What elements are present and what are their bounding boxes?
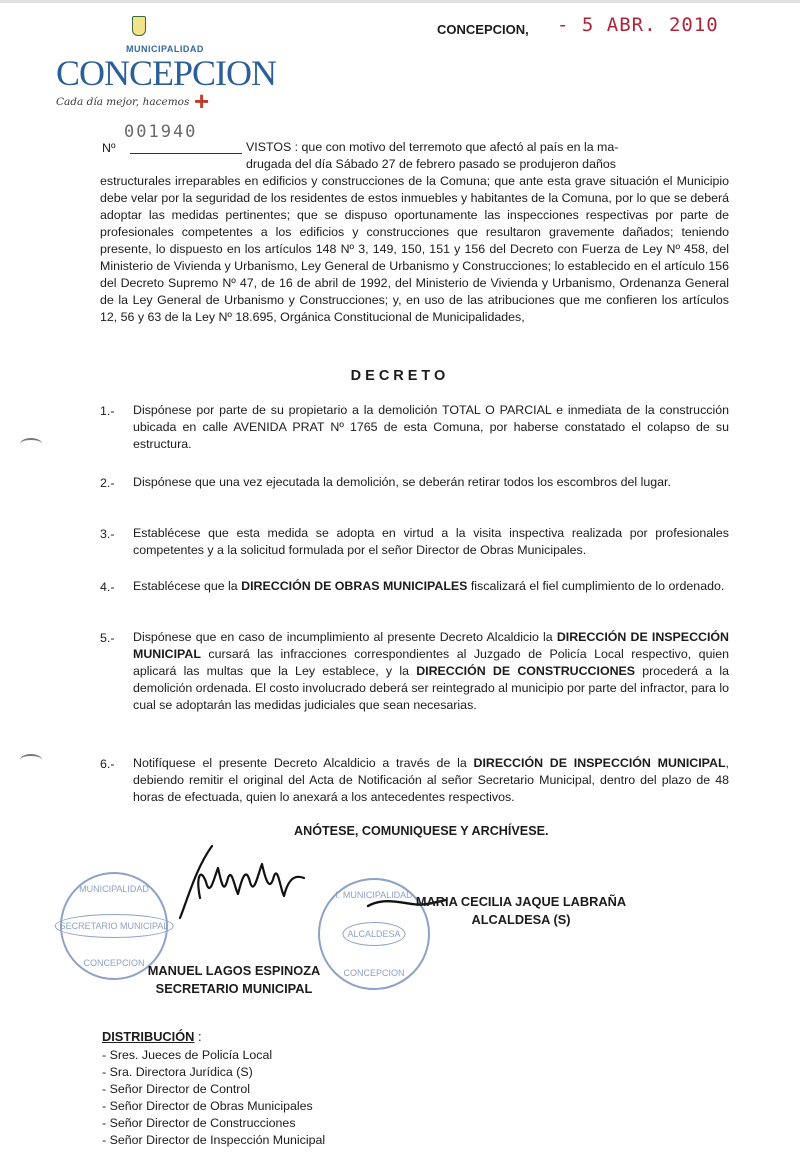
item-text: cursará las infracciones correspondientes al Juzgado de Policía Local respectivo, quien aplicará las multas que la Ley establece, y la <box>133 647 729 678</box>
decree-number-stamp: 001940 <box>124 122 198 142</box>
decree-item-5 <box>133 629 729 714</box>
decree-item-3 <box>133 525 729 559</box>
distribution-colon: : <box>194 1029 202 1044</box>
distribution-item: - Señor Director de Inspección Municipal <box>102 1133 326 1147</box>
distribution-item: - Señor Director de Construcciones <box>102 1116 296 1130</box>
item-text: Dispónese que en caso de incumplimiento al presente Decreto Alcaldicio la <box>133 630 557 644</box>
vistos-body: estructurales irreparables en edificios y construcciones de la Comuna; que ante esta grave situación el Municipio debe velar por la seguridad de los residentes de estos inmuebles y habitantes de la Comuna, por lo que se deberá adoptar las medidas pertinentes; que se dispuso oportunamente las inspecciones respectivas por parte de profesionales competentes a los edificios y construcciones que resultaron gravemente dañados; teniendo presente, lo dispuesto en los artículos 148 Nº 3, 149, 150, 151 y 156 del Decreto con Fuerza de Ley Nº 458, del Ministerio de Vivienda y Urbanismo, Ley General de Urbanismo y Construcciones; lo establecido en el artículo 156 del Decreto Supremo Nº 47, de 16 de abril de 1992, del Ministerio de Vivienda y Urbanismo, Ordenanza General de la Ley General de Urbanismo y Construcciones; y, en uso de las atribuciones que me confieren los artículos 12, 56 y 63 de la Ley Nº 18.695, Orgánica Constitucional de Municipalidades, <box>100 174 729 324</box>
closing-formula: ANÓTESE, COMUNIQUESE Y ARCHÍVESE. <box>294 824 549 838</box>
decree-item-2 <box>133 474 729 491</box>
item-text: , debiendo remitir el original del Acta de Notificación al señor Secretario Municipal, dentro del plazo de 48 horas de efectuada, quien lo anexará a los antecedentes respectivos. <box>133 756 729 804</box>
coat-of-arms-icon <box>132 16 146 36</box>
item-text-bold: DIRECCIÓN DE CONSTRUCCIONES <box>416 664 636 678</box>
punch-mark <box>20 438 42 450</box>
secretary-signature-block <box>120 962 348 998</box>
decree-item-6 <box>133 755 729 806</box>
item-text: Dispónese por parte de su propietario a la demolición TOTAL O PARCIAL e inmediata de la construcción ubicada en calle AVENIDA PRAT Nº 1765 de esta Comuna, por haberse constatado el colapso de su estructura. <box>133 403 729 451</box>
logo-name: CONCEPCION <box>56 53 277 93</box>
date-stamp: - 5 ABR. 2010 <box>557 14 719 36</box>
distribution-item: - Señor Director de Control <box>102 1082 251 1096</box>
decree-number-label: Nº <box>102 141 116 155</box>
decree-item-1 <box>133 402 729 453</box>
decree-title: DECRETO <box>350 368 450 384</box>
item-number: 1.- <box>100 404 115 418</box>
decree-number-line <box>130 153 242 154</box>
distribution-section <box>102 1029 325 1149</box>
item-number: 6.- <box>100 757 115 771</box>
item-number: 5.- <box>100 631 115 645</box>
item-text: fiscalizará el fiel cumplimiento de lo ordenado. <box>467 579 725 593</box>
item-text: Establécese que esta medida se adopta en virtud a la visita inspectiva realizada por profesionales competentes y a la solicitud formulada por el señor Director de Obras Municipales. <box>133 526 729 557</box>
mayor-title: ALCALDESA (S) <box>471 912 571 927</box>
seal-ring-bottom: CONCEPCION <box>343 968 405 978</box>
logo-plus-icon: + <box>194 86 210 116</box>
municipality-logo <box>54 14 277 124</box>
seal-center: ALCALDESA <box>342 922 405 946</box>
vistos-line-1: VISTOS : que con motivo del terremoto que afectó al país en la ma- <box>246 140 619 154</box>
distribution-heading: DISTRIBUCIÓN <box>102 1029 195 1044</box>
secretary-title: SECRETARIO MUNICIPAL <box>155 981 313 996</box>
distribution-item: - Sra. Directora Jurídica (S) <box>102 1065 253 1079</box>
punch-mark <box>20 754 42 766</box>
seal-ring-top: I. MUNICIPALIDAD <box>335 890 413 900</box>
city-label: CONCEPCION, <box>437 22 529 37</box>
logo-slogan: Cada día mejor, hacemos <box>56 96 190 108</box>
item-number: 3.- <box>100 527 115 541</box>
page-top-edge <box>0 0 800 3</box>
item-text: Notifíquese el presente Decreto Alcaldicio a través de la <box>133 756 474 770</box>
distribution-item: - Señor Director de Obras Municipales <box>102 1099 313 1113</box>
item-text: Establécese que la <box>133 579 242 593</box>
secretary-name: MANUEL LAGOS ESPINOZA <box>147 963 321 978</box>
item-text-bold: DIRECCIÓN DE INSPECCIÓN MUNICIPAL <box>133 630 730 661</box>
decree-item-4 <box>133 578 729 595</box>
item-number: 2.- <box>100 476 115 490</box>
mayor-signature-block <box>396 893 646 929</box>
seal-center: SECRETARIO MUNICIPAL <box>55 914 174 938</box>
logo-municipality-text: MUNICIPALIDAD <box>126 44 204 54</box>
mayor-name: MARIA CECILIA JAQUE LABRAÑA <box>415 894 627 909</box>
secretary-signature <box>170 838 330 928</box>
vistos-line-2: drugada del día Sábado 27 de febrero pasado se produjeron daños <box>246 157 616 171</box>
item-text-bold: DIRECCIÓN DE OBRAS MUNICIPALES <box>241 579 468 593</box>
seal-ring-top: MUNICIPALIDAD <box>79 884 149 894</box>
distribution-list <box>102 1047 325 1149</box>
seal-ring-bottom: CONCEPCION <box>83 958 145 968</box>
item-text: Dispónese que una vez ejecutada la demolición, se deberán retirar todos los escombros del lugar. <box>133 475 671 489</box>
item-text: procederá a la demolición ordenada. El costo involucrado deberá ser reintegrado al municipio por parte del infractor, para lo cual se adoptarán las medidas judiciales que sean necesarias. <box>133 664 730 712</box>
item-text-bold: DIRECCIÓN DE INSPECCIÓN MUNICIPAL <box>473 756 726 770</box>
item-number: 4.- <box>100 580 115 594</box>
distribution-item: - Sres. Jueces de Policía Local <box>102 1048 273 1062</box>
